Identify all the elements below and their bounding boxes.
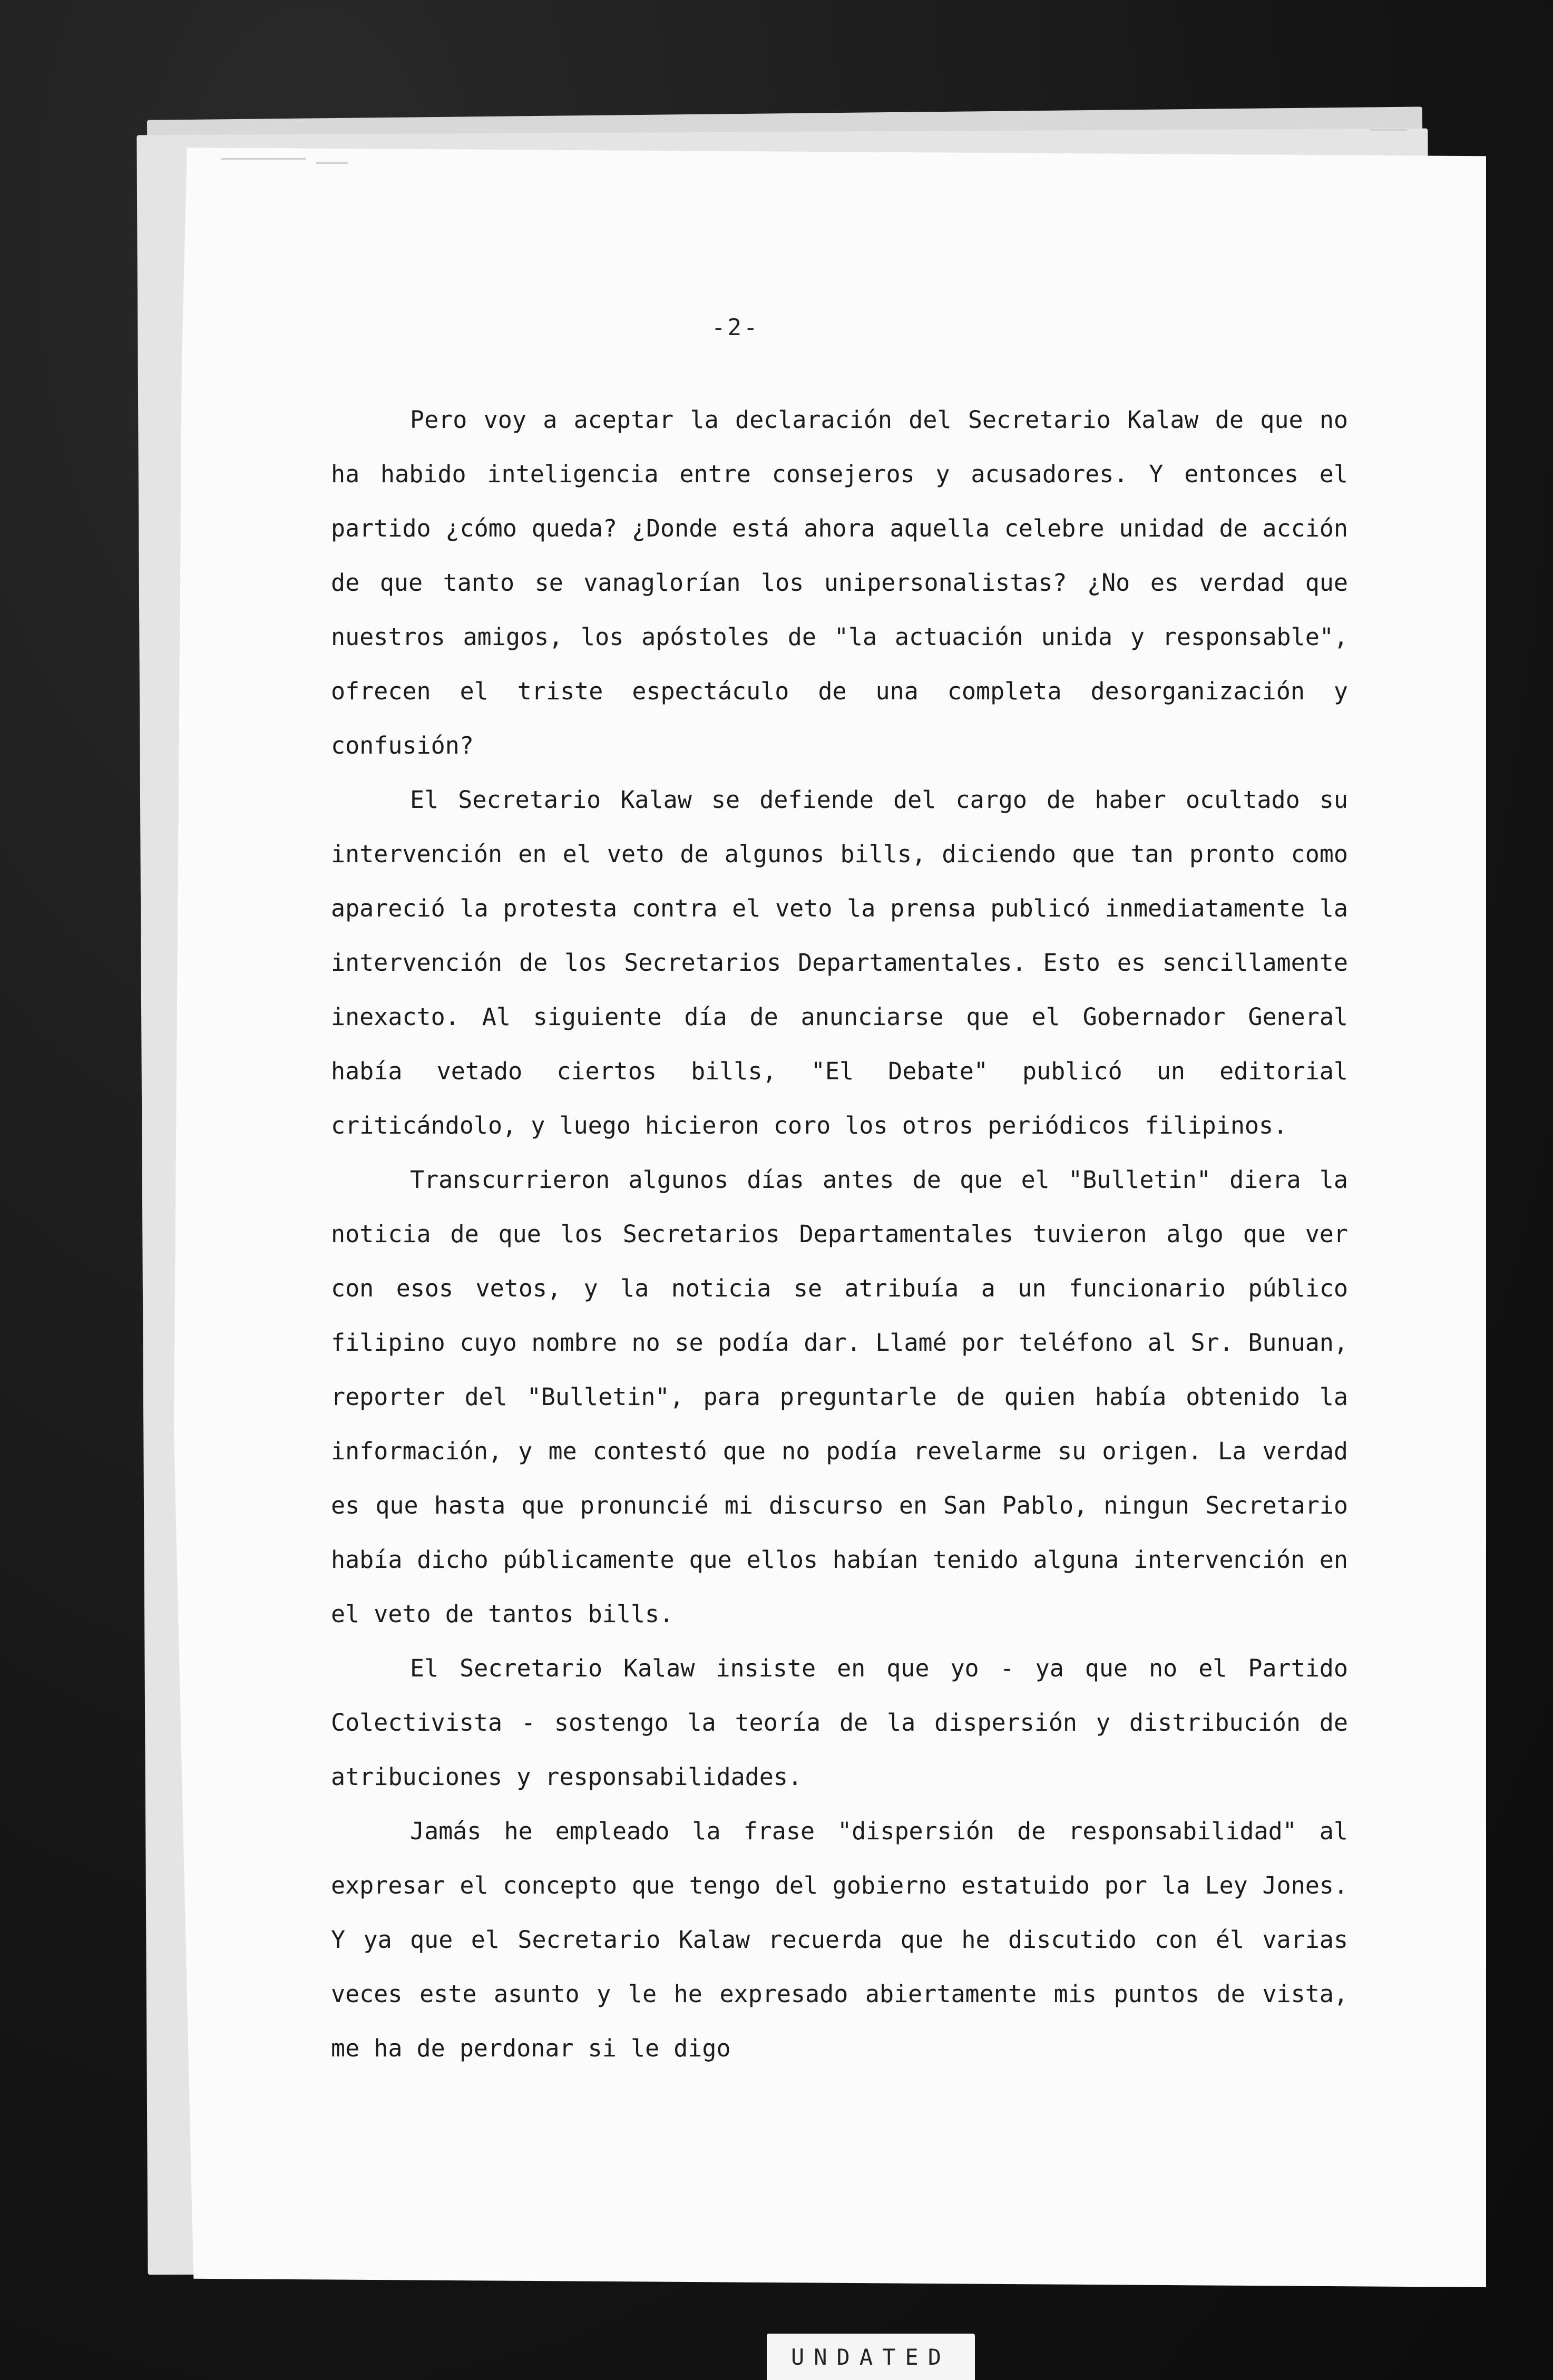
paragraph: Jamás he empleado la frase "dispersión de responsabilidad" al expresar el concepto que tengo del gobierno estatuido por la Ley Jones. Y ya que el Secretario Kalaw recuerda que he discutido con él varias veces este asunto y le he expresado abiertamente mis puntos de vista, me ha de perdonar si le digo	[331, 1817, 1348, 2062]
paper-mark	[221, 158, 306, 160]
page-number: -2-	[711, 314, 760, 341]
paragraph: Pero voy a aceptar la declaración del Secretario Kalaw de que no ha habido inteligencia entre consejeros y acusadores. Y entonces el partido ¿cómo queda? ¿Donde está ahora aquella celebre unidad de acción de que tanto se vanaglorían los unipersonalistas? ¿No es verdad que nuestros amigos, los apóstoles de "la actuación unida y responsable", ofrecen el triste espectáculo de una completa desorganización y confusión?	[331, 406, 1348, 759]
paper-mark	[316, 162, 348, 164]
paper-mark	[1370, 129, 1407, 131]
paragraph: El Secretario Kalaw insiste en que yo - ya que no el Partido Colectivista - sostengo la teoría de la dispersión y distribución de atribuciones y responsabilidades.	[331, 1654, 1348, 1791]
undated-label: UNDATED	[767, 2334, 975, 2380]
paragraph: Transcurrieron algunos días antes de que el "Bulletin" diera la noticia de que los Secretarios Departamentales tuvieron algo que ver con esos vetos, y la noticia se atribuía a un funcionario público filipino cuyo nombre no se podía dar. Llamé por teléfono al Sr. Bunuan, reporter del "Bulletin", para preguntarle de quien había obtenido la información, y me contestó que no podía revelarme su origen. La verdad es que hasta que pronuncié mi discurso en San Pablo, ningun Secretario había dicho públicamente que ellos habían tenido alguna intervención en el veto de tantos bills.	[331, 1166, 1348, 1628]
paragraph: El Secretario Kalaw se defiende del cargo de haber ocultado su intervención en el veto de algunos bills, diciendo que tan pronto como apareció la protesta contra el veto la prensa publicó inmediatamente la intervención de los Secretarios Departamentales. Esto es sencillamente inexacto. Al siguiente día de anunciarse que el Gobernador General había vetado ciertos bills, "El Debate" publicó un editorial criticándolo, y luego hicieron coro los otros periódicos filipinos.	[331, 786, 1348, 1139]
typewritten-body	[331, 393, 1348, 2075]
